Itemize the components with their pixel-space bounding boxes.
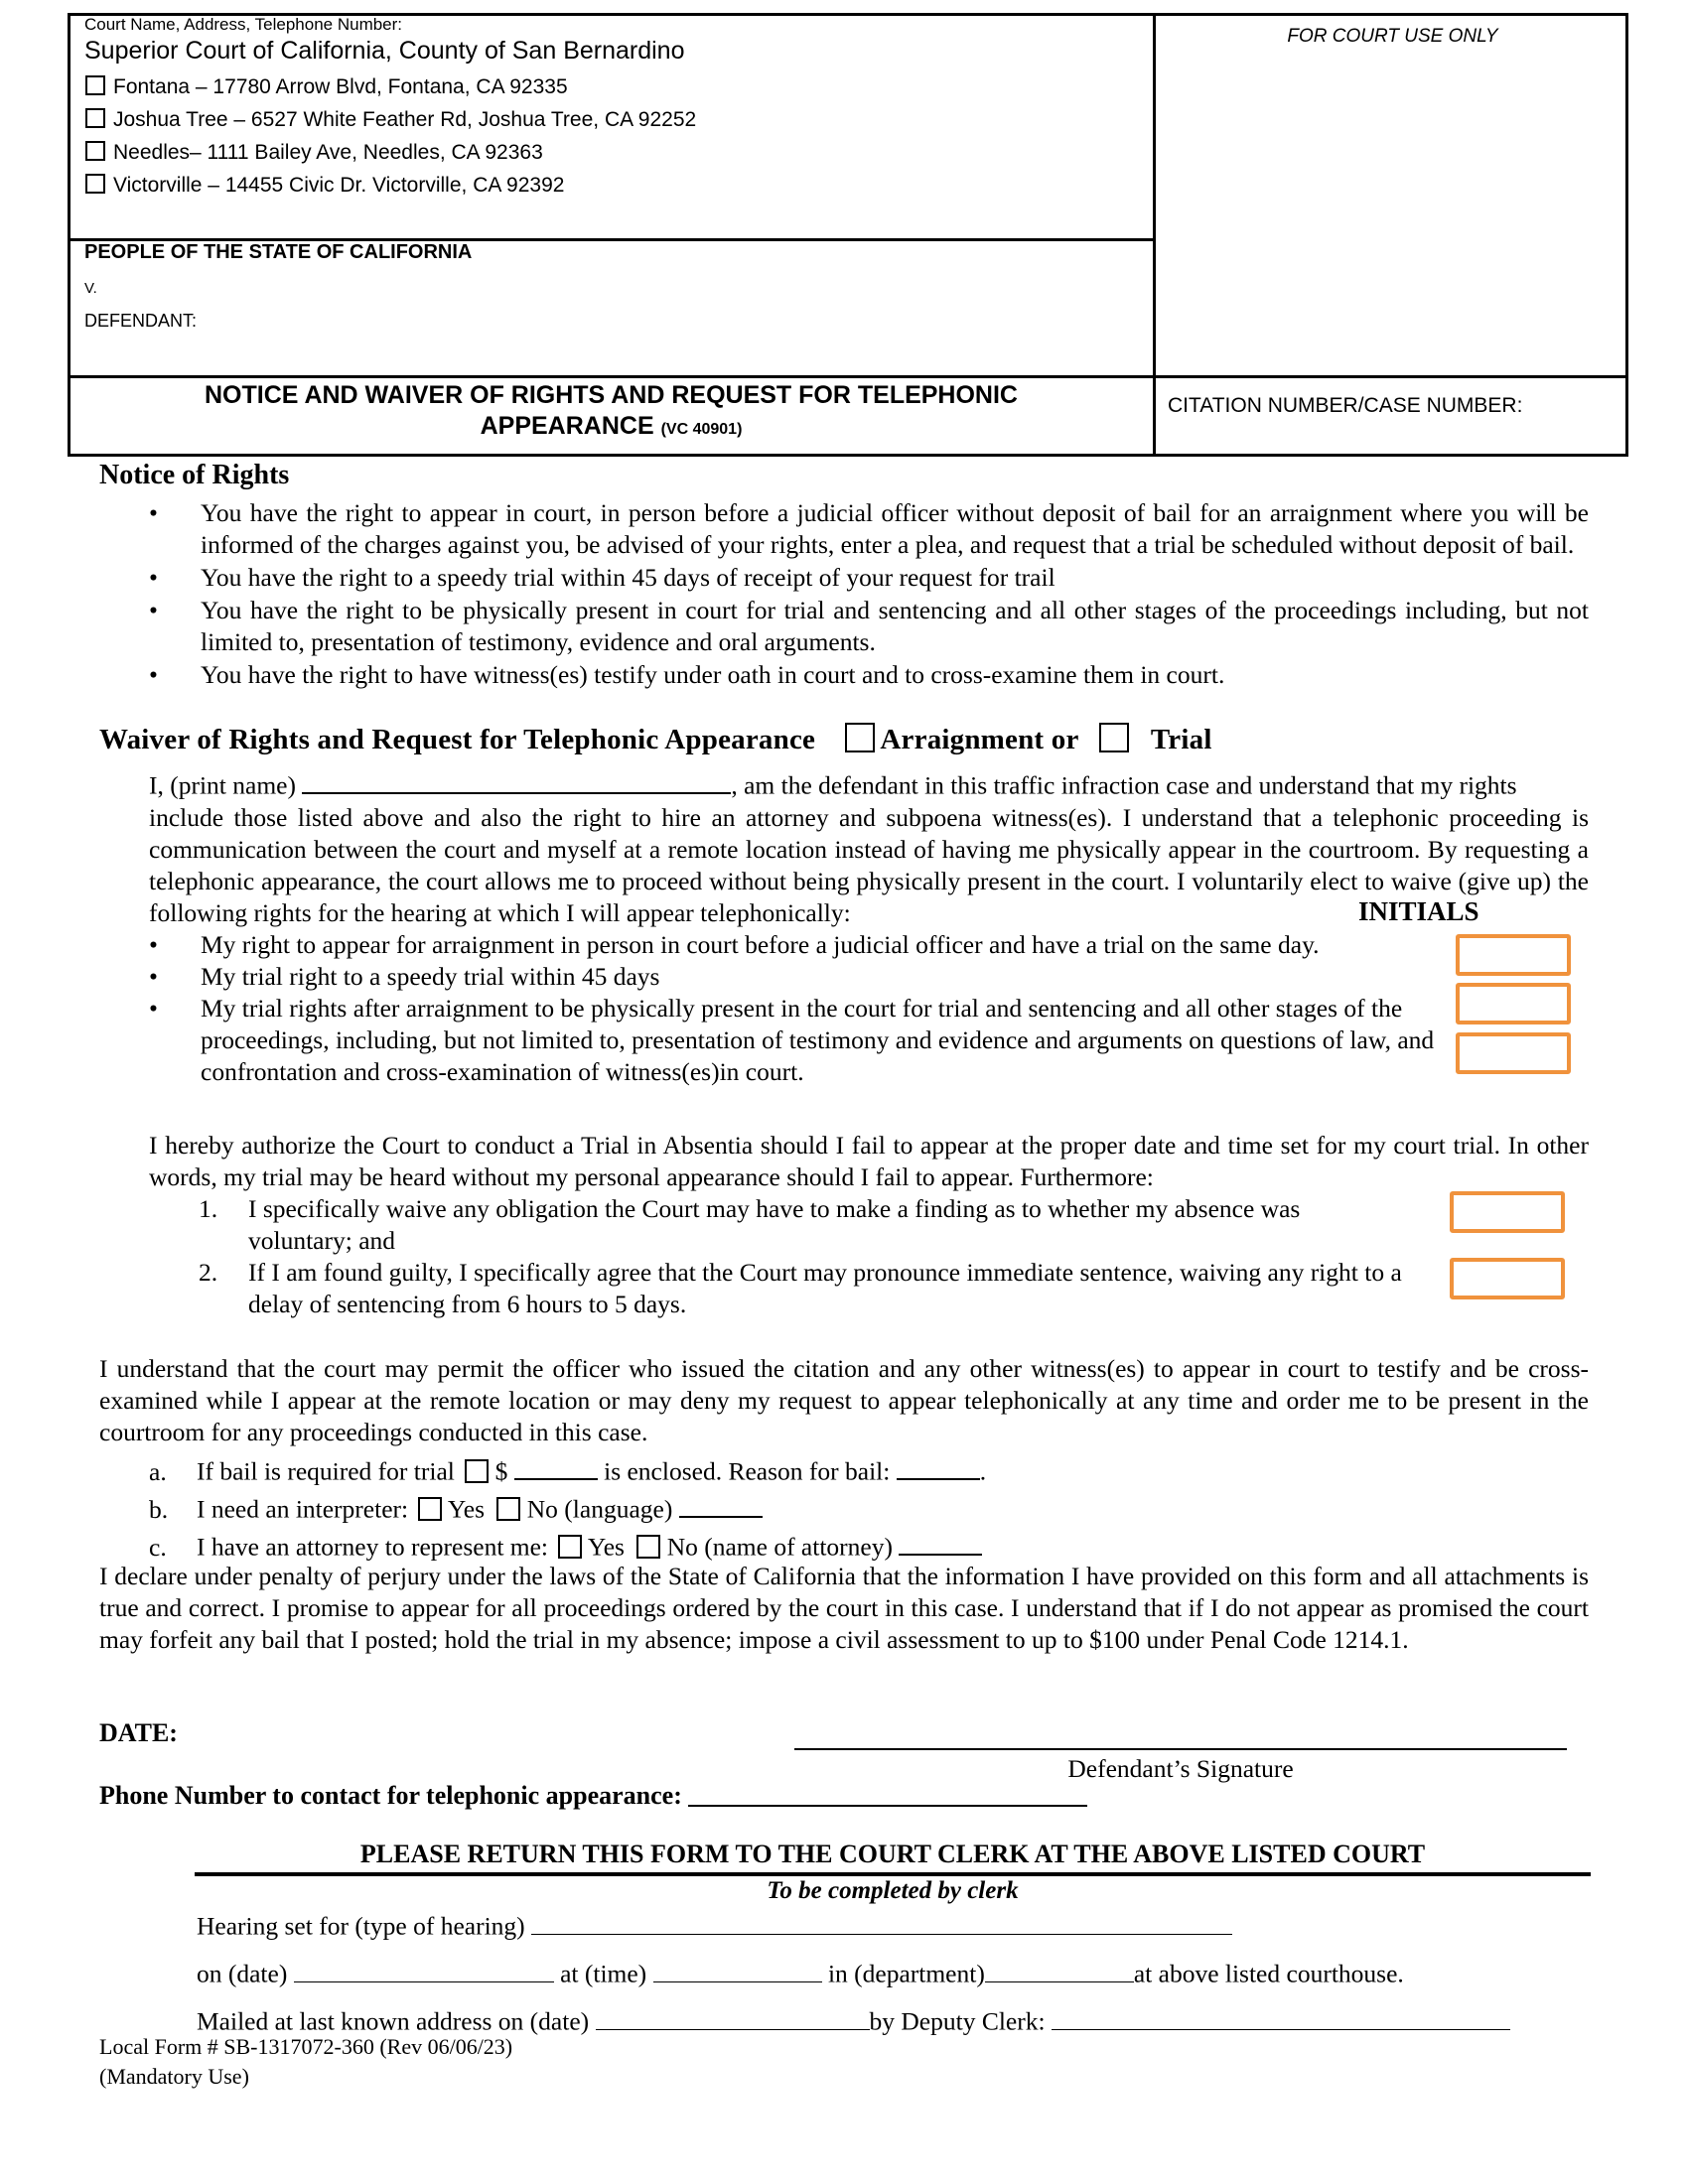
- interpreter-yes-checkbox[interactable]: [418, 1497, 442, 1521]
- attorney-no-checkbox[interactable]: [636, 1535, 660, 1559]
- list-item: 1. I specifically waive any obligation the Court may have to make a finding as to whether my absence was voluntary; and: [199, 1194, 1301, 1255]
- initials-box[interactable]: [1456, 1032, 1571, 1074]
- notice-heading: Notice of Rights: [99, 460, 290, 490]
- understand-paragraph: I understand that the court may permit the officer who issued the citation and any other witness(es) to appear in court to testify and be cross-examined while I appear at the remote location or may deny my request to appear telephonically at any time and order me to be present in the courtroom for any proceedings conducted in this case.: [99, 1354, 1589, 1446]
- citation-number-label: CITATION NUMBER/CASE NUMBER:: [1168, 394, 1523, 417]
- court-label: Court Name, Address, Telephone Number:: [84, 15, 403, 34]
- form-footer: [99, 2032, 512, 2092]
- mailed-date-field[interactable]: [596, 2003, 870, 2030]
- list-item: 2. If I am found guilty, I specifically agree that the Court may pronounce immediate sentence, waiving any right to a delay of sentencing from 6 hours to 5 days.: [199, 1258, 1402, 1318]
- interpreter-option: b. I need an interpreter: Yes No (language): [149, 1490, 763, 1526]
- hearing-type-field[interactable]: [531, 1908, 1232, 1935]
- hearing-date-field[interactable]: [294, 1956, 554, 1982]
- attorney-option: c. I have an attorney to represent me: Yes No (name of attorney): [149, 1528, 982, 1564]
- print-name-field[interactable]: [302, 766, 731, 794]
- hearing-row: Hearing set for (type of hearing): [197, 1908, 1232, 1943]
- court-location-list: [85, 70, 696, 202]
- defendant-label: DEFENDANT:: [84, 311, 198, 331]
- clerk-subtitle: To be completed by clerk: [767, 1877, 1019, 1904]
- court-name: Superior Court of California, County of San Bernardino: [84, 37, 685, 65]
- phone-row: Phone Number to contact for telephonic appearance:: [99, 1781, 1087, 1811]
- return-notice: PLEASE RETURN THIS FORM TO THE COURT CLERK AT THE ABOVE LISTED COURT: [359, 1840, 1426, 1868]
- initials-box[interactable]: [1456, 934, 1571, 976]
- court-location-option[interactable]: Victorville – 14455 Civic Dr. Victorville, CA 92392: [85, 169, 696, 202]
- trial-checkbox[interactable]: [1099, 723, 1129, 752]
- absentia-paragraph: I hereby authorize the Court to conduct a Trial in Absentia should I fail to appear at the proper date and time set for my court trial. In other words, my trial may be heard without my personal appearance should I fail to appear. Furthermore:: [149, 1131, 1589, 1191]
- court-location-option[interactable]: Joshua Tree – 6527 White Feather Rd, Joshua Tree, CA 92252: [85, 103, 696, 136]
- initials-box[interactable]: [1450, 1191, 1565, 1233]
- court-location-option[interactable]: Fontana – 17780 Arrow Blvd, Fontana, CA 92335: [85, 70, 696, 103]
- arraignment-checkbox[interactable]: [845, 723, 875, 752]
- bail-amount-field[interactable]: [514, 1452, 598, 1480]
- language-field[interactable]: [679, 1490, 763, 1518]
- list-item: • You have the right to be physically present in court for trial and sentencing and all other stages of the proceedings including, but not limited to, presentation of testimony, evidence and oral arguments.: [149, 596, 1589, 656]
- absentia-list: [199, 1193, 1410, 1320]
- form-title: NOTICE AND WAIVER OF RIGHTS AND REQUEST FOR TELEPHONIC APPEARANCE (VC 40901): [204, 381, 1018, 440]
- notice-bullets: [149, 497, 1589, 691]
- initials-box[interactable]: [1456, 983, 1571, 1024]
- list-item: • You have the right to a speedy trial within 45 days of receipt of your request for trail: [149, 563, 1055, 592]
- department-field[interactable]: [985, 1956, 1134, 1982]
- bail-option: a. If bail is required for trial $ is enclosed. Reason for bail: .: [149, 1452, 986, 1488]
- deputy-clerk-field[interactable]: [1052, 2003, 1510, 2030]
- people-label: PEOPLE OF THE STATE OF CALIFORNIA: [84, 241, 473, 263]
- list-item: • You have the right to appear in court, in person before a judicial officer without deposit of bail for an arraignment where you will be informed of the charges against you, be advised of your rights, enter a plea, and request that a trial be scheduled without deposit of bail.: [149, 498, 1589, 559]
- waiver-paragraph: I, (print name) , am the defendant in this traffic infraction case and understand that my rights include those listed above and also the right to hire an attorney and subpoena witness(es). I understand that a telephonic proceeding is communication between the court and myself at a remote location instead of having me physically appear in the courtroom. By requesting a telephonic appearance, the court allows me to proceed without being physically present in the court. I voluntarily elect to waive (give up) the following rights for the hearing at which I will appear telephonically:: [149, 766, 1589, 929]
- section-divider: [195, 1872, 1591, 1876]
- mailed-row: Mailed at last known address on (date) by Deputy Clerk:: [197, 2003, 1510, 2038]
- caption-divider: [1153, 13, 1156, 457]
- interpreter-no-checkbox[interactable]: [496, 1497, 520, 1521]
- waiver-heading: Waiver of Rights and Request for Telephonic Appearance Arraignment or Trial: [99, 724, 1212, 755]
- waiver-bullets: [149, 929, 1440, 1088]
- initials-label: INITIALS: [1358, 896, 1479, 926]
- versus-label: V.: [84, 280, 97, 297]
- signature-line[interactable]: [794, 1748, 1567, 1750]
- list-item: • My trial rights after arraignment to be physically present in the court for trial and sentencing and all other stages of the proceedings, including, but not limited to, presentation of testimony and evidence and arguments on questions of law, and confrontation and cross-examination of witness(es)in court.: [149, 994, 1435, 1086]
- checkbox[interactable]: [85, 108, 105, 128]
- list-item: • You have the right to have witness(es) testify under oath in court and to cross-examine them in court.: [149, 660, 1225, 689]
- hearing-date-row: on (date) at (time) in (department) at above listed courthouse.: [197, 1956, 1404, 1990]
- court-location-option[interactable]: Needles– 1111 Bailey Ave, Needles, CA 92363: [85, 136, 696, 169]
- initials-box[interactable]: [1450, 1258, 1565, 1299]
- attorney-name-field[interactable]: [899, 1528, 982, 1556]
- attorney-yes-checkbox[interactable]: [558, 1535, 582, 1559]
- checkbox[interactable]: [85, 141, 105, 161]
- list-item: • My right to appear for arraignment in person in court before a judicial officer and have a trial on the same day.: [149, 930, 1320, 959]
- court-use-label: FOR COURT USE ONLY: [1287, 26, 1498, 47]
- mandatory-use: (Mandatory Use): [99, 2064, 249, 2089]
- bail-checkbox[interactable]: [465, 1459, 489, 1483]
- phone-field[interactable]: [688, 1781, 1087, 1807]
- signature-label: Defendant’s Signature: [1067, 1754, 1294, 1783]
- list-item: • My trial right to a speedy trial within 45 days: [149, 962, 660, 991]
- caption-rule: [68, 375, 1628, 378]
- declaration-paragraph: I declare under penalty of perjury under the laws of the State of California that the information I have provided on this form and all attachments is true and correct. I promise to appear for all proceedings ordered by the court in this case. I understand that if I do not appear as promised the court may forfeit any bail that I posted; hold the trial in my absence; impose a civil assessment to up to $100 under Penal Code 1214.1.: [99, 1562, 1589, 1654]
- form-number: Local Form # SB-1317072-360 (Rev 06/06/23): [99, 2034, 513, 2059]
- bail-reason-field[interactable]: [897, 1452, 980, 1480]
- checkbox[interactable]: [85, 75, 105, 95]
- hearing-time-field[interactable]: [653, 1956, 822, 1982]
- checkbox[interactable]: [85, 174, 105, 194]
- date-label: DATE:: [99, 1718, 178, 1747]
